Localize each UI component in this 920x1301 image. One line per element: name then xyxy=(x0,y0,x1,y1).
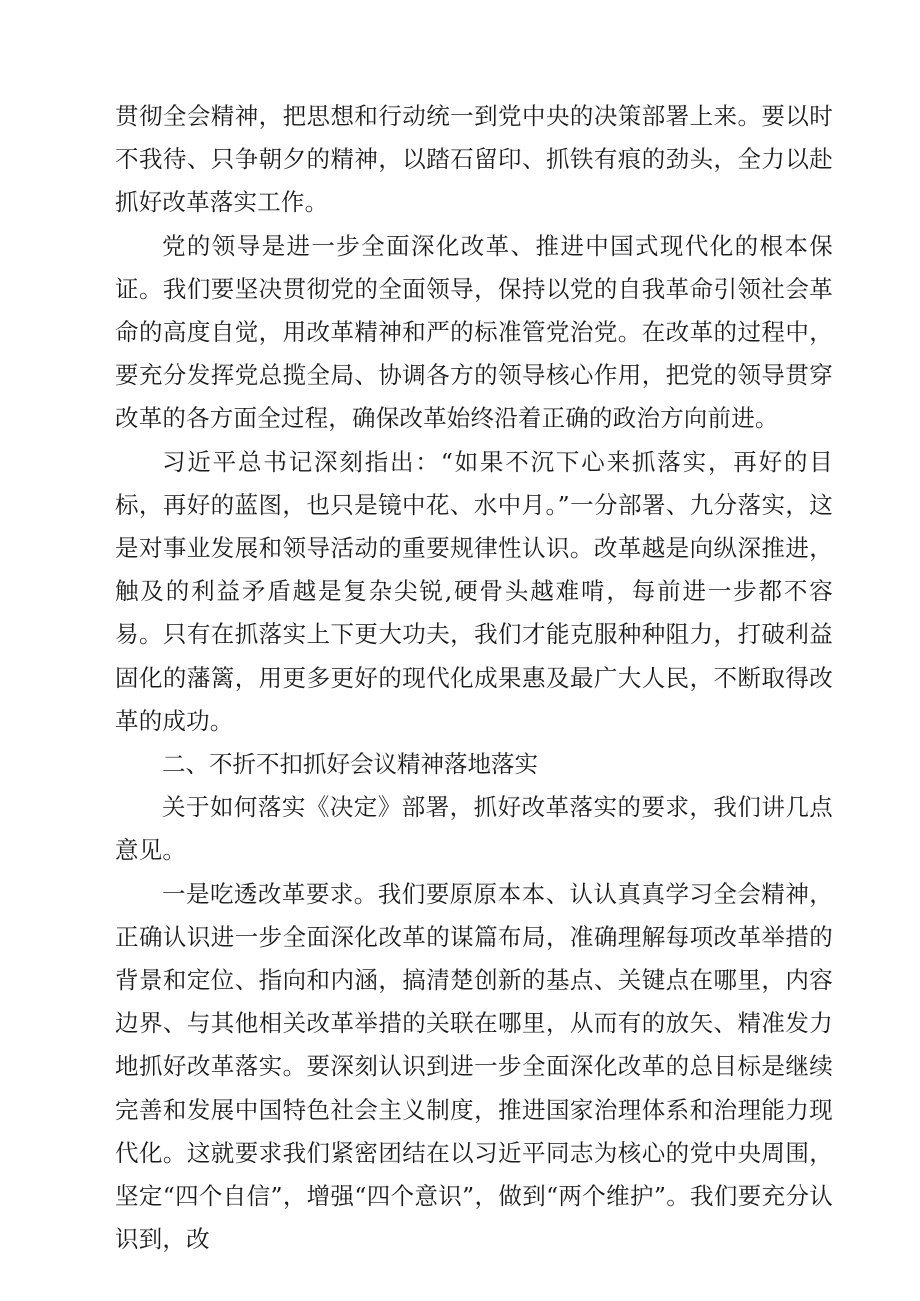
paragraph-implementation-quote: 习近平总书记深刻指出：“如果不沉下心来抓落实，再好的目标，再好的蓝图，也只是镜中花、水中月。”一分部署、九分落实，这是对事业发展和领导活动的重要规律性认识。改革越是向纵深推进，触及的利益矛盾越是复杂尖锐,硬骨头越难啃，每前进一步都不容易。只有在抓落实上下更大功夫，我们才能克服种种阻力，打破利益固化的藩篱，用更多更好的现代化成果惠及最广大人民，不断取得改革的成功。 xyxy=(115,447,833,735)
paragraph-point-one: 一是吃透改革要求。我们要原原本本、认认真真学习全会精神，正确认识进一步全面深化改革的谋篇布局，准确理解每项改革举措的背景和定位、指向和内涵，搞清楚创新的基点、关键点在哪里，内容边界、与其他相关改革举措的关联在哪里，从而有的放矢、精准发力地抓好改革落实。要深刻认识到进一步全面深化改革的总目标是继续完善和发展中国特色社会主义制度，推进国家治理体系和治理能力现代化。这就要求我们紧密团结在以习近平同志为核心的党中央周围，坚定“四个自信”，增强“四个意识”，做到“两个维护”。我们要充分认识到，改 xyxy=(115,879,833,1254)
section-heading: 二、不折不扣抓好会议精神落地落实 xyxy=(162,750,538,779)
document-page xyxy=(115,95,833,1261)
paragraph-opinions-intro: 关于如何落实《决定》部署，抓好改革落实的要求，我们讲几点意见。 xyxy=(115,793,833,865)
paragraph-continued: 贯彻全会精神，把思想和行动统一到党中央的决策部署上来。要以时不我待、只争朝夕的精神，以踏石留印、抓铁有痕的劲头，全力以赴抓好改革落实工作。 xyxy=(115,102,833,217)
paragraph-party-leadership: 党的领导是进一步全面深化改革、推进中国式现代化的根本保证。我们要坚决贯彻党的全面领导，保持以党的自我革命引领社会革命的高度自觉，用改革精神和严的标准管党治党。在改革的过程中，要充分发挥党总揽全局、协调各方的领导核心作用，把党的领导贯穿改革的各方面全过程，确保改革始终沿着正确的政治方向前进。 xyxy=(115,231,833,433)
